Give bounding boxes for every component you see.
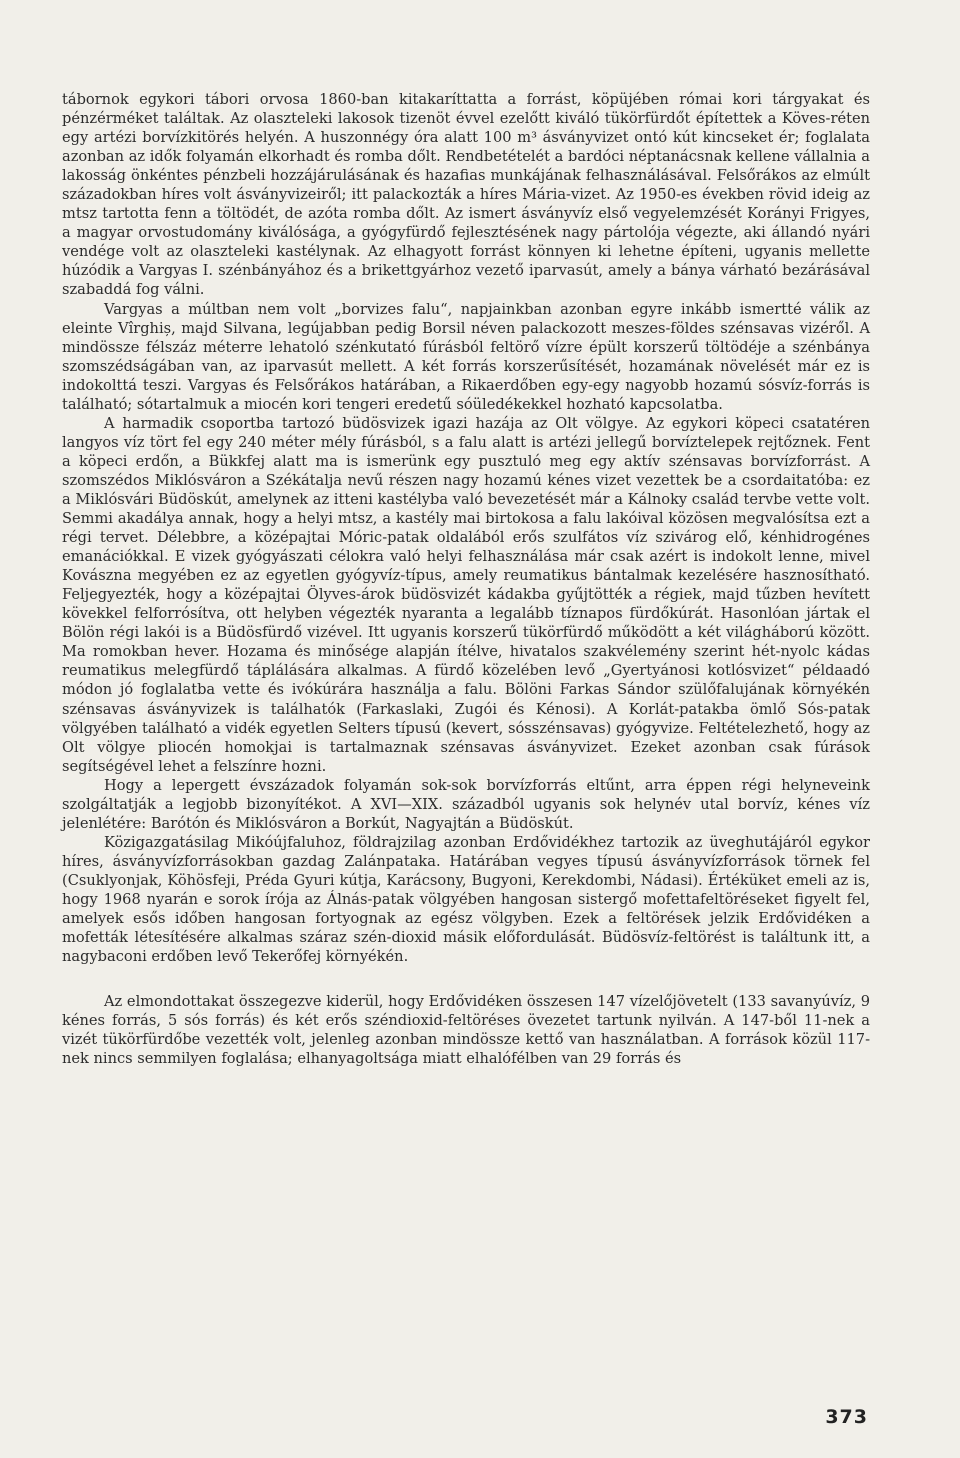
paragraph-6: Az elmondottakat összegezve kiderül, hogy Erdővidéken összesen 147 vízelőjövetelt (133 savanyúvíz, 9 kénes forrás, 5 sós forrás) és két erős széndioxid-feltöréses övezetet tartunk nyilván. A 147-ből 11-nek a vizét tükörfürdőbe vezették volt, jelenleg azonban mindössze kettő van használatban. A források közül 117-nek nincs semmilyen foglalása; elhanyagoltsága miatt elhalófélben van 29 forrás és bbox=[62, 993, 870, 1068]
section-gap bbox=[62, 966, 870, 992]
paragraph-4: Hogy a lepergett évszázadok folyamán sok-sok borvízforrás eltűnt, arra éppen régi helyneveink szolgáltatják a legjobb bizonyítékot. A XVI—XIX. századból ugyanis sok helynév utal borvíz, kénes víz jelenlétére: Barótón és Miklósváron a Borkút, Nagyajtán a Büdöskút. bbox=[62, 776, 870, 832]
paragraph-1: tábornok egykori tábori orvosa 1860-ban kitakaríttatta a forrást, köpüjében római kori tárgyakat és pénzérméket találtak. Az olaszteleki lakosok tizenöt évvel ezelőtt kiváló tükörfürdőt építettek a Köves-réten egy artézi borvízkitörés helyén. A huszonnégy óra alatt 100 m³ ásványvizet ontó kút kincseket ér; foglalata azonban az idők folyamán elkorhadt és romba dőlt. Rendbetételét a bardóci néptanácsnak kellene vállalnia a lakosság önkéntes pénzbeli hozzájárulásának és hazafias munkájának felhasználásával. Felsőrákos az elmúlt századokban híres volt ásványvizeiről; itt palackozták a híres Mária-vizet. Az 1950-es években rövid ideig az mtsz tartotta fenn a töltödét, de azóta romba dőlt. Az ismert ásványvíz első vegyelemzését Korányi Frigyes, a magyar orvostudomány kiválósága, a gyógyfürdő fejlesztésének nagy pártolója végezte, aki állandó nyári vendége volt az olasztelеki kastélynak. Az elhagyott forrást könnyen ki lehetne építeni, ugyanis mellette húzódik a Vargyas I. szénbányához és a brikettgyárhoz vezető iparvasút, amely a bánya várható bezárásával szabaddá fog válni. bbox=[62, 91, 870, 299]
paragraph-2: Vargyas a múltban nem volt „borvizes falu“, napjainkban azonban egyre inkább ismertté válik az eleinte Vîrghiș, majd Silvana, legújabban pedig Borsil néven palackozott meszes-földes szénsavas vizéről. A mindössze félszáz méterre lehatoló szénkutató fúrásból feltörő vízre épült korszerű töltödéje a szénbánya szomszédságában van, az iparvasút mellett. A két forrás korszerűsítését, hozamának növelését már ez is indokolttá teszi. Vargyas és Felsőrákos határában, a Rikaerdőben egy-egy nagyobb hozamú sósvíz-forrás is található; sótartalmuk a miocén kori tengeri eredetű sóüledékekkel hozható kapcsolatba. bbox=[62, 300, 870, 413]
page-number: 373 bbox=[825, 1406, 868, 1428]
paragraph-5: Közigazgatásilag Mikóújfaluhoz, földrajzilag azonban Erdővidékhez tartozik az üveghutájáról egykor híres, ásványvízforrásokban gazdag Zalánpataka. Határában vegyes típusú ásványvízforrások törnek fel (Csuklyonjak, Köhösfeji, Préda Gyuri kútja, Karácsony, Bugyoni, Kerekdombi, Nádasi). Értéküket emeli az is, hogy 1968 nyarán e sorok írója az Álnás-patak völgyében hangosan sistergő mofettafeltöréseket figyelt fel, amelyek esős időben hangosan fortyognak az egész völgyben. Ezek a feltörések jelzik Erdővidéken a mofetták létesítésére alkalmas száraz szén-dioxid másik előfordulását. Büdösvíz-feltörést is találtunk itt, a nagybaconi erdőben levő Tekerőfej környékén. bbox=[62, 833, 870, 966]
page-text bbox=[62, 90, 870, 1068]
paragraph-3: A harmadik csoportba tartozó büdösvizek igazi hazája az Olt völgye. Az egykori köpeci csatatéren langyos víz tört fel egy 240 méter mély fúrásból, s a falu alatt is artézi jellegű borvíztelepek rejtőznek. Fent a köpeci erdőn, a Bükkfej alatt ma is ismerünk egy pusztuló meg egy aktív szénsavas borvízforrást. A szomszédos Miklósváron a Székátalja nevű részen nagy hozamú kénes vizet vezettek be a csordaitatóba: ez a Miklósvári Büdöskút, amelynek az itteni kastélyba való bevezetését már a Kálnoky család tervbe vette volt. Semmi akadálya annak, hogy a helyi mtsz, a kastély mai birtokosa a falu lakóival közösen megvalósítsa ezt a régi tervet. Délebbre, a középajtai Móric-patak oldalából erős szulfátos víz szivárog elő, kénhidrogénes emanációkkal. E vizek gyógyászati célokra való helyi felhasználása már csak azért is indokolt lenne, mivel Kovászna megyében ez az egyetlen gyógyvíz-típus, amely reumatikus bántalmak kezelésére hasznosítható. Feljegyezték, hogy a középajtai Ölyves-árok büdösvizét kádakba gyűjtötték a régiek, majd tűzben hevített kövekkel felforrósítva, ott helyben végezték nyaranta a legalább tíznapos fürdőkúrát. Hasonlóan jártak el Bölön régi lakói is a Büdösfürdő vizével. Itt ugyanis korszerű tükörfürdő működött a két világháború között. Ma romokban hever. Hozama és minősége alapján ítélve, hivatalos szakvélemény szerint hét-nyolc kádas reumatikus melegfürdő táplálására alkalmas. A fürdő közelében levő „Gyertyánosi kotlósvizet“ példaadó módon jó foglalatba vette és ivókúrára használja a falu. Bölöni Farkas Sándor szülőfalujának környékén szénsavas ásványvizek is találhatók (Farkaslaki, Zugói és Kénosi). A Korlát-patakba ömlő Sós-patak völgyében található a vidék egyetlen Selters típusú (kevert, sósszénsavas) gyógyvize. Feltételezhető, hogy az Olt völgye pliocén homokjai is tartalmaznak szénsavas ásványvizet. Ezeket azonban csak fúrások segítségével lehet a felszínre hozni. bbox=[62, 414, 870, 775]
